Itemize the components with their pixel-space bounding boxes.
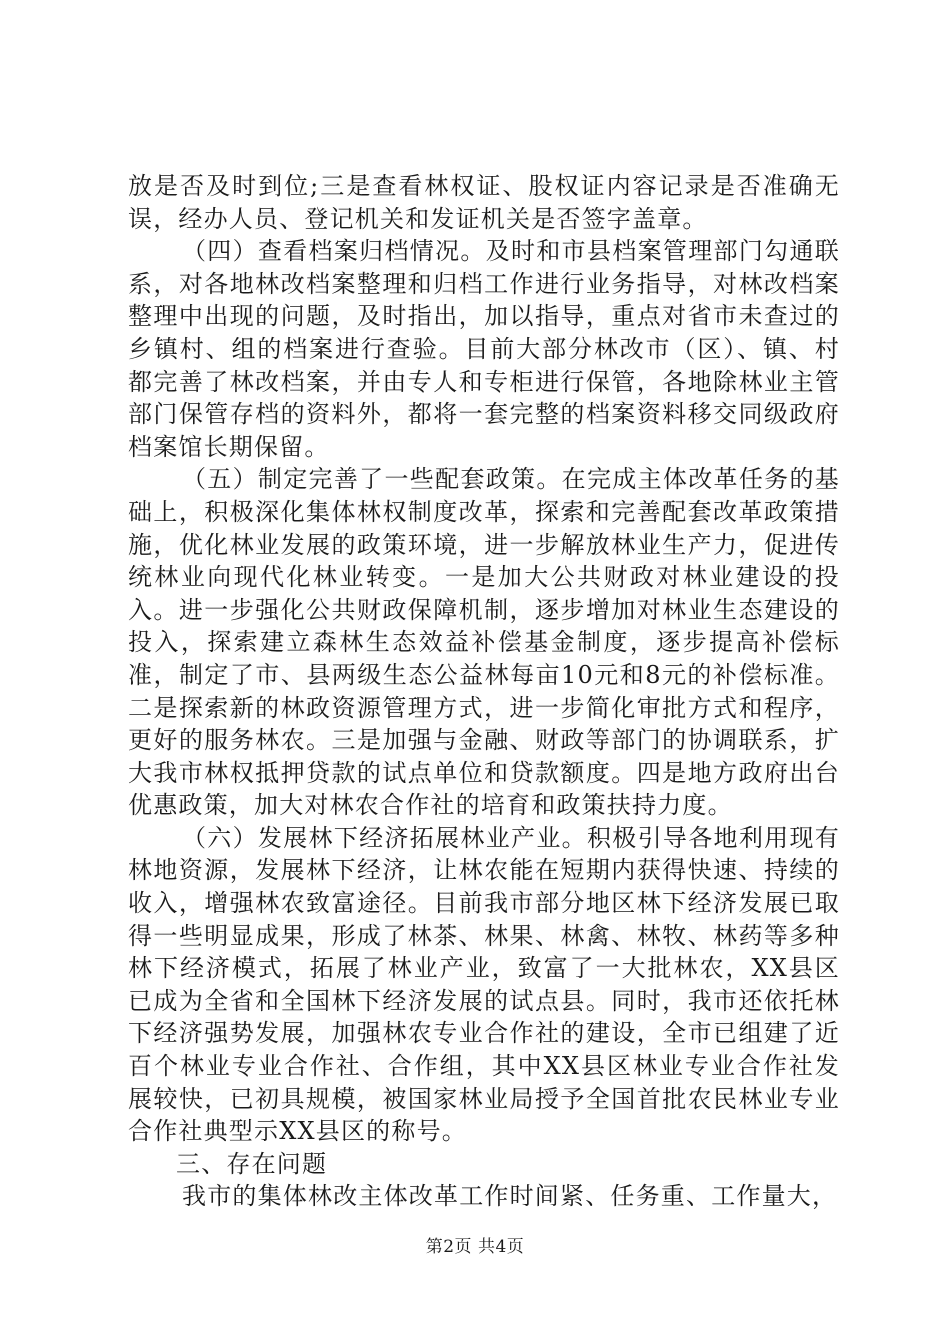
section-heading-problems: 三、存在问题 xyxy=(176,1149,328,1178)
document-body xyxy=(128,170,840,1213)
paragraph-problems-intro: 我市的集体林改主体改革工作时间紧、任务重、工作量大， xyxy=(182,1182,838,1211)
paragraph-continuation: 放是否及时到位;三是查看林权证、股权证内容记录是否准确无误，经办人员、登记机关和发证机关是否签字盖章。 xyxy=(128,172,840,233)
paragraph-forest-economy: （六）发展林下经济拓展林业产业。积极引导各地利用现有林地资源，发展林下经济，让林农能在短期内获得快速、持续的收入，增强林农致富途径。目前我市部分地区林下经济发展已取得一些明显成果，形成了林茶、林果、林禽、林牧、林药等多种林下经济模式，拓展了林业产业，致富了一大批林农，XX县区已成为全省和全国林下经济发展的试点县。同时，我市还依托林下经济强势发展，加强林农专业合作社的建设，全市已组建了近百个林业专业合作社、合作组，其中XX县区林业专业合作社发展较快，已初具规模，被国家林业局授予全国首批农民林业专业合作社典型示XX县区的称号。 xyxy=(128,823,840,1146)
paragraph-archive-check: （四）查看档案归档情况。及时和市县档案管理部门勾通联系，对各地林改档案整理和归档工作进行业务指导，对林改档案整理中出现的问题，及时指出，加以指导，重点对省市未查过的乡镇村、组的档案进行查验。目前大部分林改市（区）、镇、村都完善了林改档案，并由专人和专柜进行保管，各地除林业主管部门保管存档的资料外，都将一套完整的档案资料移交同级政府档案馆长期保留。 xyxy=(128,237,840,461)
page-number-footer: 第2页 共4页 xyxy=(425,1237,525,1257)
paragraph-supporting-policies: （五）制定完善了一些配套政策。在完成主体改革任务的基础上，积极深化集体林权制度改革，探索和完善配套改革政策措施，优化林业发展的政策环境，进一步解放林业生产力，促进传统林业向现代化林业转变。一是加大公共财政对林业建设的投入。进一步强化公共财政保障机制，逐步增加对林业生态建设的投入，探索建立森林生态效益补偿基金制度，逐步提高补偿标准，制定了市、县两级生态公益林每亩10元和8元的补偿标准。二是探索新的林政资源管理方式，进一步简化审批方式和程序，更好的服务林农。三是加强与金融、财政等部门的协调联系，扩大我市林权抵押贷款的试点单位和贷款额度。四是地方政府出台优惠政策，加大对林农合作社的培育和政策扶持力度。 xyxy=(128,465,840,820)
